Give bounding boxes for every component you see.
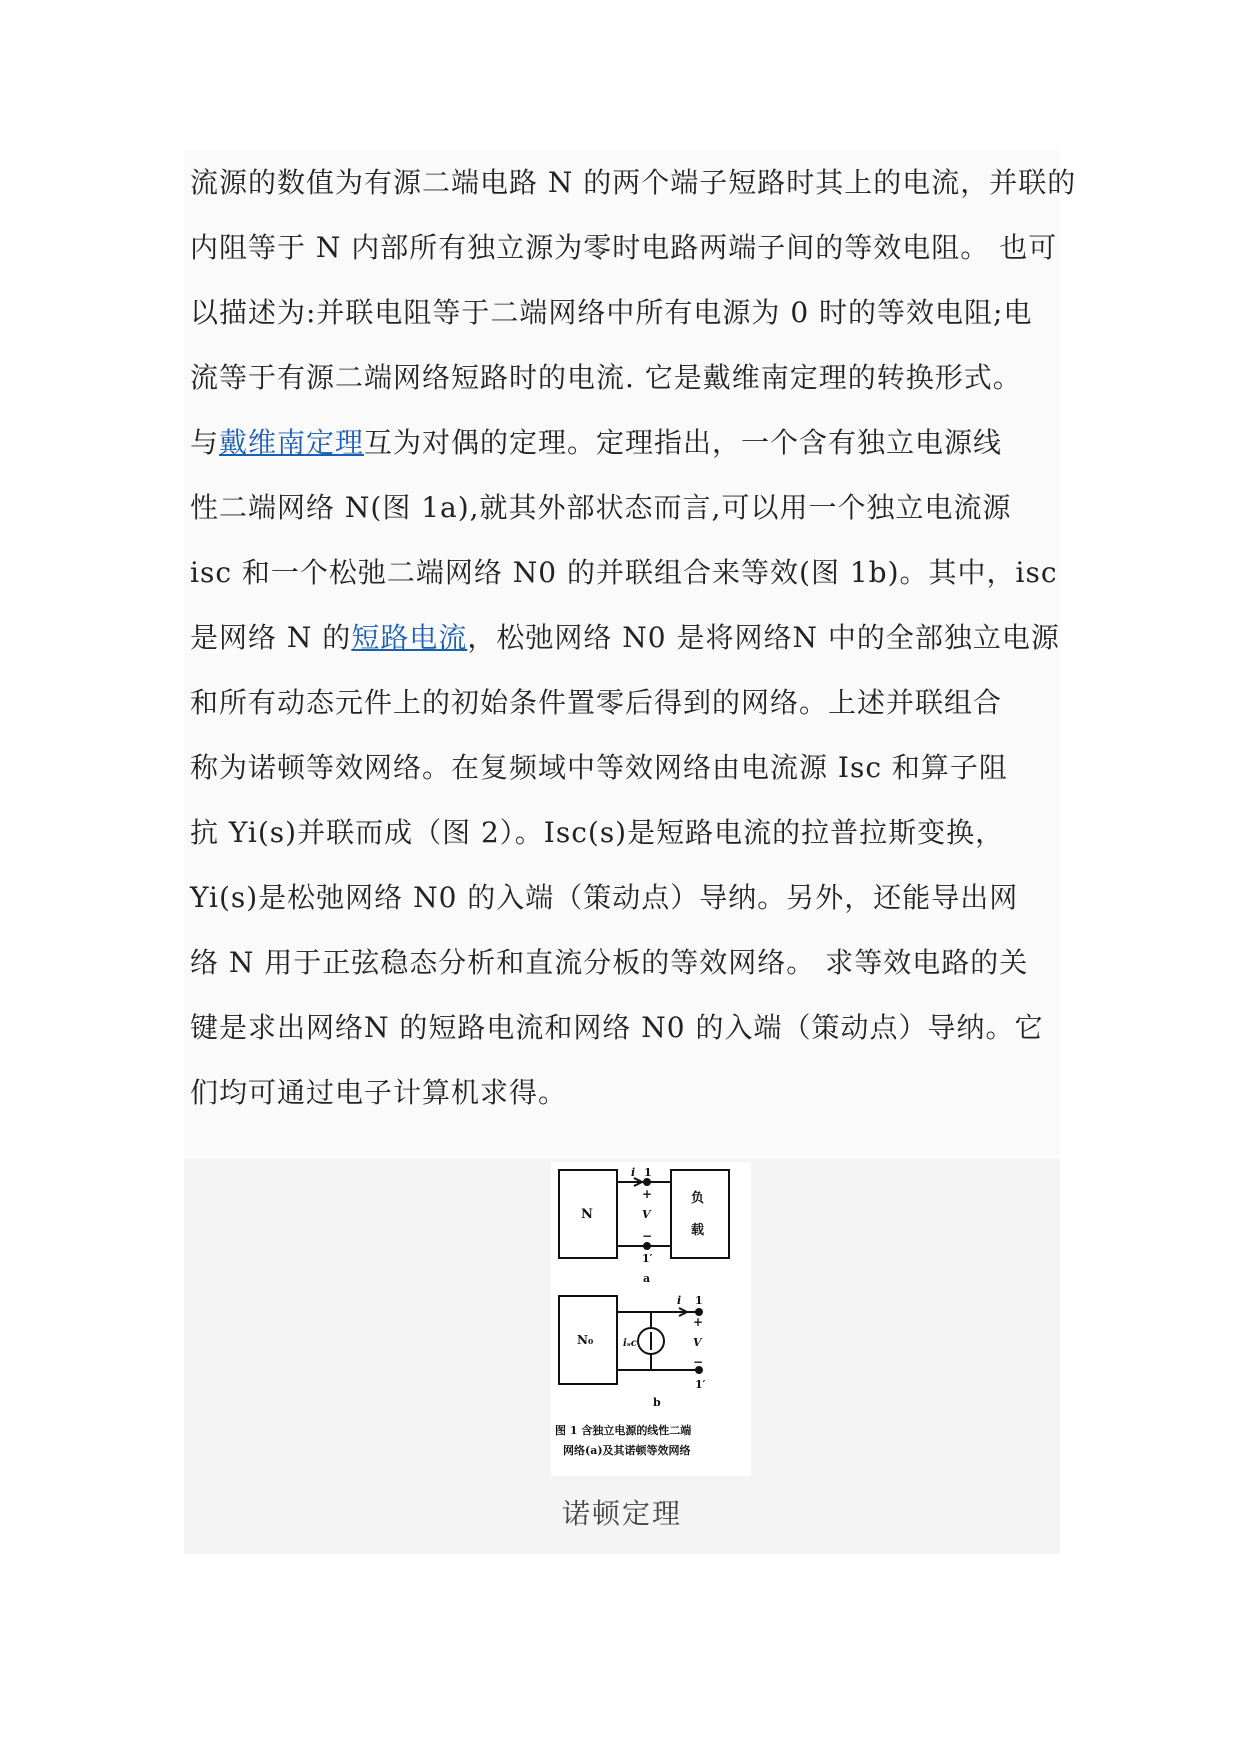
paragraph-line bbox=[190, 618, 1060, 658]
paragraph-line bbox=[190, 163, 1076, 203]
text-segment: ，松弛网络 N0 是将网络N 中的全部独立电源 bbox=[467, 621, 1060, 654]
paragraph-line bbox=[190, 423, 1002, 463]
text-segment: 以描述为:并联电阻等于二端网络中所有电源为 0 时的等效电阻;电 bbox=[190, 296, 1033, 329]
figure-block bbox=[184, 1158, 1060, 1554]
v-top: V bbox=[642, 1208, 651, 1221]
terminal-1-bottom: 1 bbox=[695, 1294, 703, 1307]
load-label-2: 载 bbox=[691, 1223, 705, 1238]
box-bottom-label: N₀ bbox=[577, 1333, 594, 1347]
paragraph-line bbox=[190, 293, 1033, 333]
text-segment: 与 bbox=[190, 426, 220, 459]
text-block bbox=[184, 150, 1077, 1156]
circuit-diagram-image bbox=[551, 1162, 751, 1476]
minus-bottom: − bbox=[693, 1355, 704, 1369]
figure-caption: 诺顿定理 bbox=[561, 1497, 682, 1530]
text-segment: 流等于有源二端网络短路时的电流. 它是戴维南定理的转换形式。 bbox=[190, 361, 1022, 394]
sub-label-a: a bbox=[643, 1272, 651, 1285]
text-segment: 性二端网络 N(图 1a),就其外部状态而言,可以用一个独立电流源 bbox=[190, 491, 1012, 524]
circuit-diagram bbox=[551, 1162, 751, 1476]
inline-link[interactable]: 短路电流 bbox=[351, 621, 468, 654]
paragraph-line bbox=[190, 878, 1018, 918]
paragraph-line bbox=[190, 228, 1057, 268]
current-label-bottom: i bbox=[677, 1294, 682, 1307]
paragraph-line bbox=[190, 748, 1008, 788]
text-segment: 和所有动态元件上的初始条件置零后得到的网络。上述并联组合 bbox=[190, 686, 1003, 719]
plus-bottom: + bbox=[693, 1315, 704, 1329]
paragraph-line bbox=[190, 358, 1022, 398]
paragraph-line bbox=[190, 943, 1028, 983]
minus-top: − bbox=[642, 1229, 653, 1243]
current-label-top: i bbox=[631, 1166, 636, 1179]
paragraph-line bbox=[190, 488, 1011, 528]
sub-label-b: b bbox=[653, 1396, 661, 1409]
text-segment: 键是求出网络N 的短路电流和网络 N0 的入端（策动点）导纳。它 bbox=[190, 1011, 1044, 1044]
paragraph-line bbox=[190, 813, 1004, 853]
text-segment: 称为诺顿等效网络。在复频域中等效网络由电流源 Isc 和算子阻 bbox=[190, 751, 1008, 784]
paragraph-line bbox=[190, 1008, 1044, 1048]
terminal-1p-top: 1′ bbox=[642, 1252, 653, 1265]
box-top-label: N bbox=[581, 1207, 593, 1222]
source-label: iₛc bbox=[623, 1338, 637, 1349]
fig-caption-line1: 图 1 含独立电源的线性二端 bbox=[555, 1424, 692, 1437]
terminal-1-top: 1 bbox=[644, 1166, 652, 1179]
inline-link[interactable]: 戴维南定理 bbox=[219, 426, 365, 459]
fig-caption-line2: 网络(a)及其诺顿等效网络 bbox=[563, 1444, 691, 1457]
load-label-1: 负 bbox=[691, 1191, 705, 1206]
text-segment: 络 N 用于正弦稳态分析和直流分板的等效网络。 求等效电路的关 bbox=[190, 946, 1029, 979]
text-segment: 内阻等于 N 内部所有独立源为零时电路两端子间的等效电阻。 也可 bbox=[190, 231, 1058, 264]
paragraph-line bbox=[190, 1073, 567, 1113]
text-segment: 是网络 N 的 bbox=[190, 621, 352, 654]
text-segment: Yi(s)是松弛网络 N0 的入端（策动点）导纳。另外，还能导出网 bbox=[190, 881, 1019, 914]
text-segment: 流源的数值为有源二端电路 N 的两个端子短路时其上的电流，并联的 bbox=[190, 166, 1077, 199]
text-segment: 抗 Yi(s)并联而成（图 2）。Isc(s)是短路电流的拉普拉斯变换， bbox=[190, 816, 1005, 849]
text-segment: 互为对偶的定理。定理指出，一个含有独立电源线 bbox=[364, 426, 1003, 459]
terminal-1p-bottom: 1′ bbox=[695, 1378, 706, 1391]
plus-top: + bbox=[642, 1187, 653, 1201]
paragraph-line bbox=[190, 683, 1002, 723]
load-box bbox=[671, 1170, 729, 1258]
v-bottom: V bbox=[693, 1336, 702, 1349]
text-segment: isc 和一个松弛二端网络 N0 的并联组合来等效(图 1b)。其中，isc bbox=[190, 556, 1058, 589]
text-segment: 们均可通过电子计算机求得。 bbox=[190, 1076, 568, 1109]
paragraph-line bbox=[190, 553, 1058, 593]
